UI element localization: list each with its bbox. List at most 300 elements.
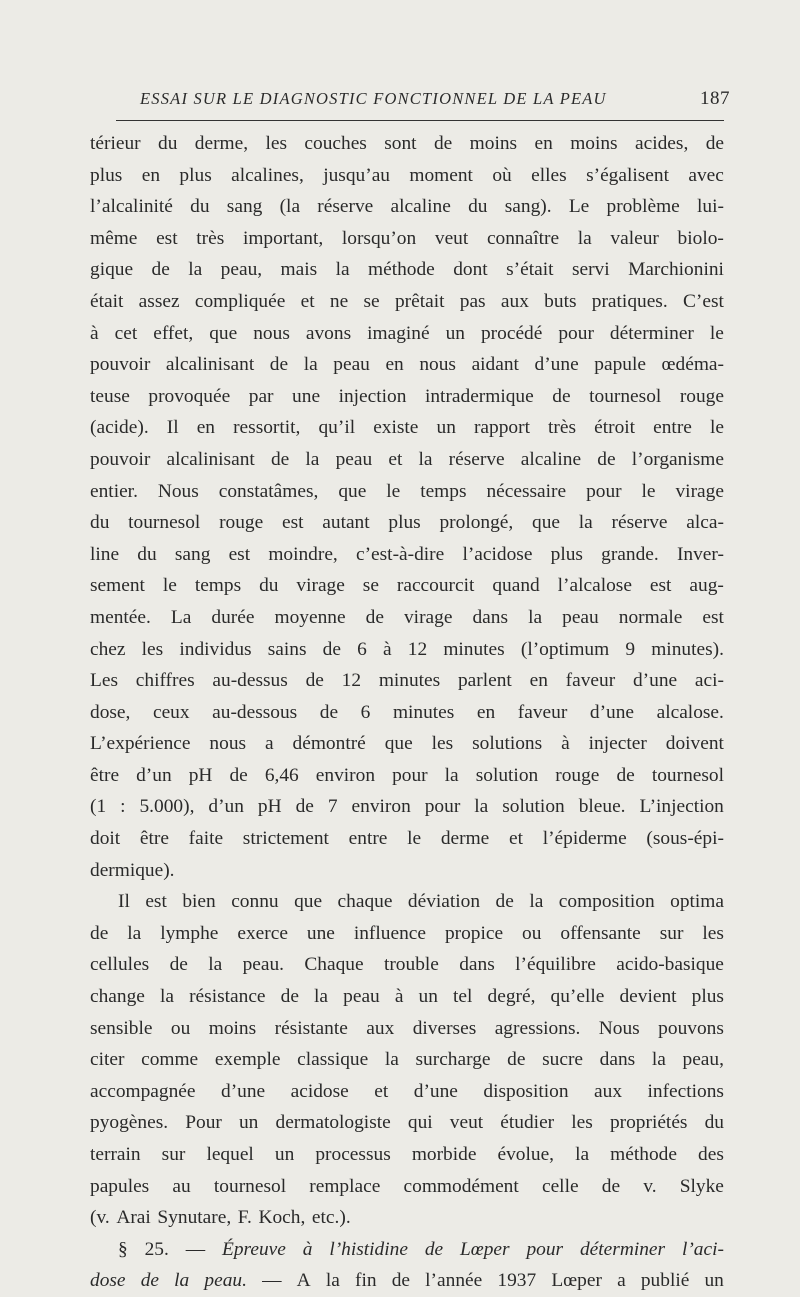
word: réserve: [448, 448, 505, 470]
word: l’histidine: [329, 1238, 408, 1260]
text-line: [90, 1076, 724, 1108]
word: nous: [209, 733, 247, 755]
word: la: [575, 1144, 590, 1165]
word: qu’elle: [550, 986, 605, 1008]
word: virage: [675, 480, 724, 502]
word: autant: [322, 512, 370, 534]
text-line: [90, 981, 724, 1013]
word: de: [169, 954, 188, 976]
word: entre: [348, 828, 388, 850]
word: jusqu’au: [323, 164, 390, 186]
word: chaque: [337, 891, 393, 913]
word: démontré: [292, 733, 366, 755]
word: nous: [253, 322, 290, 344]
word: (v.: [90, 1207, 110, 1229]
word: le: [407, 828, 422, 850]
word: connaître: [486, 227, 560, 249]
word: de: [507, 1049, 526, 1071]
word: une: [292, 385, 321, 407]
word: est: [228, 543, 251, 565]
text-line: [90, 1234, 724, 1266]
word: exerce: [237, 922, 288, 944]
word: normale: [618, 606, 683, 628]
word: très: [196, 227, 225, 249]
word: moment: [409, 164, 473, 186]
word: Lœper: [460, 1238, 510, 1260]
word: pyogènes.: [90, 1112, 169, 1134]
word: compliquée: [194, 290, 286, 312]
word: bleue.: [578, 796, 626, 818]
word: buts: [544, 290, 577, 312]
text-line: [90, 1265, 724, 1297]
word: derme: [440, 828, 490, 850]
word: pouvoir: [90, 448, 151, 470]
word: résistance: [189, 986, 266, 1008]
word: publié: [640, 1270, 690, 1292]
word: temps: [420, 480, 467, 502]
word: méthode: [610, 1144, 677, 1165]
text-line: [90, 855, 724, 887]
word: être: [90, 764, 120, 786]
word: papule: [594, 354, 646, 376]
word: par: [248, 385, 274, 407]
word: des: [698, 1144, 724, 1165]
word: L’expérience: [90, 733, 191, 755]
word: mais: [280, 259, 318, 281]
word: avec: [688, 164, 724, 186]
word: ou: [522, 922, 542, 944]
word: déterminer: [609, 322, 694, 344]
word: lorsqu’on: [341, 227, 417, 249]
word: strictement: [242, 828, 329, 850]
body-text: [90, 128, 724, 1297]
text-line: [90, 223, 724, 255]
word: le: [386, 480, 401, 502]
word: la: [188, 259, 203, 281]
word: de: [270, 448, 290, 470]
text-line: [90, 1171, 724, 1203]
word: s’égalisent: [586, 164, 669, 186]
word: rouge: [555, 764, 600, 786]
word: le: [709, 322, 724, 344]
word: ou: [170, 1017, 191, 1039]
word: a: [265, 733, 274, 755]
text-line: [90, 791, 724, 823]
word: sur: [659, 922, 684, 944]
word: provoquée: [148, 385, 231, 407]
word: à: [394, 986, 404, 1008]
word: la: [474, 796, 489, 818]
word: celle: [541, 1175, 579, 1197]
word: à: [561, 733, 570, 755]
word: la: [303, 354, 318, 376]
word: valeur: [610, 227, 659, 249]
text-line: [90, 507, 724, 539]
word: tournesol: [589, 385, 662, 407]
word: Chaque: [304, 954, 364, 976]
text-line: [90, 318, 724, 350]
word: entier.: [90, 480, 138, 502]
word: trouble: [383, 954, 439, 976]
word: la: [127, 922, 142, 944]
text-line: [90, 254, 724, 286]
word: très: [548, 417, 577, 439]
word: virage: [403, 606, 453, 628]
word: sucre: [542, 1049, 584, 1071]
word: moins: [469, 133, 518, 154]
word: biolo-: [677, 227, 724, 249]
word: est: [281, 512, 304, 534]
word: §: [118, 1238, 128, 1260]
word: la: [444, 764, 459, 786]
word: agressions.: [494, 1017, 581, 1039]
word: peau: [335, 448, 373, 470]
page-number: 187: [700, 88, 730, 109]
word: F.: [237, 1207, 252, 1229]
word: que: [209, 322, 238, 344]
word: Inver-: [676, 543, 724, 565]
word: que: [294, 891, 323, 913]
text-line: [90, 349, 724, 381]
word: en: [476, 701, 496, 723]
word: d’un: [208, 796, 244, 818]
word: injecter: [588, 733, 647, 755]
word: Il: [118, 891, 130, 913]
word: moins: [208, 1017, 257, 1039]
word: doivent: [665, 733, 724, 755]
word: pour: [392, 764, 428, 786]
word: Nous: [598, 1017, 640, 1039]
word: acido-basique: [616, 954, 724, 976]
word: de: [616, 764, 635, 786]
text-line: [90, 128, 724, 160]
word: au-dessous: [212, 701, 298, 723]
text-line: [90, 949, 724, 981]
word: l’alcalose: [557, 575, 632, 597]
word: de: [295, 796, 314, 818]
word: durée: [211, 606, 255, 628]
word: Arai: [116, 1207, 151, 1229]
word: au: [172, 1175, 191, 1197]
word: l’année: [425, 1270, 483, 1292]
word: (sous-épi-: [646, 828, 724, 850]
word: papules: [90, 1175, 150, 1197]
word: prêtait: [394, 290, 445, 312]
word: devient: [619, 986, 677, 1008]
word: de: [305, 670, 324, 692]
word: qu’il: [318, 417, 356, 439]
text-line: [90, 444, 724, 476]
text-line: [90, 1107, 724, 1139]
word: un: [704, 1270, 724, 1292]
text-line: [90, 381, 724, 413]
word: se: [363, 290, 380, 312]
word: la: [529, 891, 544, 913]
word: que: [338, 480, 367, 502]
word: où: [492, 164, 512, 186]
text-line: [90, 476, 724, 508]
word: la: [384, 1049, 399, 1071]
word: de: [424, 1238, 444, 1260]
word: procédé: [480, 322, 543, 344]
text-line: [90, 286, 724, 318]
text-line: [90, 1139, 724, 1171]
word: (la: [279, 196, 301, 218]
word: l’alcalinité: [90, 196, 173, 218]
word: lequel: [206, 1144, 254, 1165]
word: alcalinisant: [165, 354, 255, 376]
word: dans: [459, 954, 495, 976]
word: v.: [643, 1175, 657, 1197]
word: de: [280, 986, 299, 1008]
word: moins: [570, 133, 618, 154]
word: du: [137, 543, 157, 565]
word: accompagnée: [90, 1080, 196, 1102]
text-line: [90, 728, 724, 760]
word: faveur: [565, 670, 616, 692]
word: diverses: [412, 1017, 477, 1039]
word: (1: [90, 796, 107, 818]
word: les: [265, 133, 288, 154]
text-line: [90, 570, 724, 602]
word: ressortit,: [233, 417, 301, 439]
word: a: [617, 1270, 626, 1292]
word: plus: [550, 543, 583, 565]
word: du: [468, 196, 488, 218]
running-head: [90, 88, 730, 110]
word: alcalines,: [231, 164, 304, 186]
word: à: [302, 1238, 313, 1260]
word: processus: [315, 1144, 391, 1165]
word: la: [578, 512, 593, 534]
word: peau,: [220, 259, 263, 281]
word: les: [431, 733, 454, 755]
word: alcalose.: [656, 701, 724, 723]
word: composition: [558, 891, 655, 913]
word: grande.: [601, 543, 659, 565]
word: intradermique: [424, 385, 534, 407]
word: l’équilibre: [515, 954, 596, 976]
word: un: [274, 1144, 295, 1165]
word: moindre,: [268, 543, 338, 565]
word: ceux: [152, 701, 190, 723]
word: pouvoir: [90, 354, 151, 376]
word: aux: [366, 1017, 395, 1039]
text-line: [90, 160, 724, 192]
word: même: [90, 227, 138, 249]
word: quand: [492, 575, 540, 597]
word: étudier: [500, 1112, 555, 1134]
word: mentée.: [90, 606, 151, 628]
word: dans: [599, 1049, 636, 1071]
word: de: [319, 701, 339, 723]
word: veut: [434, 227, 469, 249]
word: du: [158, 133, 178, 154]
word: d’une: [413, 1080, 458, 1102]
word: peau: [333, 354, 370, 376]
word: environ: [351, 796, 411, 818]
word: le: [709, 417, 724, 439]
word: individus: [179, 638, 252, 660]
text-line: [90, 634, 724, 666]
word: que: [384, 733, 413, 755]
word: plus: [90, 164, 123, 186]
word: ne: [329, 290, 349, 312]
word: en: [534, 133, 553, 154]
word: de: [601, 1175, 621, 1197]
word: influence: [353, 922, 426, 944]
word: raccourcit: [396, 575, 475, 597]
word: alcaline: [390, 196, 451, 218]
word: l’aci-: [681, 1238, 724, 1260]
word: sang: [174, 543, 211, 565]
word: de: [90, 922, 109, 944]
word: alca-: [686, 512, 724, 534]
word: résistante: [274, 1017, 348, 1039]
word: 6: [357, 638, 367, 660]
word: lymphe: [160, 922, 219, 944]
word: rouge: [219, 512, 264, 534]
word: dose,: [90, 701, 131, 723]
text-line: [90, 918, 724, 950]
word: solution: [475, 764, 539, 786]
word: était: [90, 290, 124, 312]
word: disposition: [483, 1080, 569, 1102]
word: avons: [305, 322, 352, 344]
word: réserve: [611, 512, 668, 534]
word: et: [300, 290, 315, 312]
word: les: [571, 1112, 593, 1134]
word: (l’optimum: [520, 638, 610, 660]
word: morbide: [411, 1144, 477, 1165]
word: change: [90, 986, 145, 1008]
word: c’est-à-dire: [355, 543, 445, 565]
word: alcaline: [520, 448, 582, 470]
word: à: [90, 322, 99, 344]
word: peau,: [682, 1049, 724, 1071]
word: environ: [315, 764, 376, 786]
word: pour: [424, 796, 461, 818]
word: au-dessus: [212, 670, 288, 692]
word: tel: [453, 986, 473, 1008]
word: dermique).: [90, 859, 175, 881]
word: de: [433, 133, 453, 154]
word: pratiques.: [591, 290, 668, 312]
word: la: [651, 1049, 666, 1071]
word: effet,: [153, 322, 194, 344]
word: pour: [526, 1238, 564, 1260]
word: déviation: [407, 891, 481, 913]
word: la: [314, 986, 329, 1008]
word: méthode: [368, 259, 435, 281]
word: minutes: [443, 638, 505, 660]
word: pas: [459, 290, 486, 312]
word: peau: [562, 606, 599, 628]
word: faite: [188, 828, 224, 850]
word: d’un: [136, 764, 172, 786]
word: A: [296, 1270, 311, 1292]
word: Marchionini: [628, 259, 724, 281]
word: aug-: [689, 575, 724, 597]
word: en: [385, 354, 404, 376]
word: du: [704, 1112, 724, 1134]
word: moyenne: [274, 606, 346, 628]
word: sensible: [90, 1017, 153, 1039]
word: Les: [90, 670, 118, 692]
word: de: [597, 448, 616, 470]
word: dose: [90, 1270, 126, 1292]
word: C’est: [683, 290, 724, 312]
word: etc.).: [311, 1207, 351, 1229]
word: L’injection: [639, 796, 724, 818]
word: 12: [341, 670, 362, 692]
text-line: [90, 412, 724, 444]
word: propice: [444, 922, 504, 944]
word: être: [139, 828, 169, 850]
word: du: [190, 196, 210, 218]
word: Koch,: [258, 1207, 306, 1229]
word: aci-: [694, 670, 724, 692]
word: dermatologiste: [275, 1112, 391, 1134]
word: veut: [449, 1112, 484, 1134]
word: est: [156, 227, 178, 249]
word: commodément: [403, 1175, 519, 1197]
word: tournesol: [213, 1175, 287, 1197]
word: un: [238, 1112, 259, 1134]
word: nous: [419, 354, 456, 376]
word: et: [388, 448, 403, 470]
word: virage: [296, 575, 345, 597]
text-line: [90, 665, 724, 697]
word: sur: [161, 1144, 186, 1165]
word: une: [306, 922, 335, 944]
word: classique: [297, 1049, 369, 1071]
word: évolue,: [497, 1144, 555, 1165]
word: la: [174, 1270, 190, 1292]
word: l’acidose: [462, 543, 533, 565]
word: en: [529, 670, 548, 692]
word: alcalinisant: [166, 448, 255, 470]
word: 9: [625, 638, 636, 660]
word: le: [162, 575, 177, 597]
word: l’épiderme: [542, 828, 627, 850]
word: de: [322, 638, 341, 660]
word: et: [508, 828, 523, 850]
word: imaginé: [367, 322, 430, 344]
word: :: [120, 796, 126, 818]
word: et: [374, 1080, 389, 1102]
word: pH: [257, 796, 282, 818]
word: Synutare,: [157, 1207, 232, 1229]
word: le: [641, 480, 656, 502]
word: d’une: [534, 354, 579, 376]
word: Épreuve: [221, 1238, 286, 1260]
word: pour: [558, 322, 594, 344]
word: plus: [388, 512, 421, 534]
word: couches: [304, 133, 367, 154]
word: citer: [90, 1049, 125, 1071]
text-line: [90, 602, 724, 634]
word: de: [151, 259, 170, 281]
word: Slyke: [679, 1175, 724, 1197]
word: la: [577, 227, 592, 249]
word: sang: [226, 196, 263, 218]
word: pouvons: [658, 1017, 724, 1039]
word: constatâmes,: [218, 480, 319, 502]
word: Pour: [185, 1112, 222, 1134]
word: plus: [179, 164, 212, 186]
word: derme,: [194, 133, 249, 154]
